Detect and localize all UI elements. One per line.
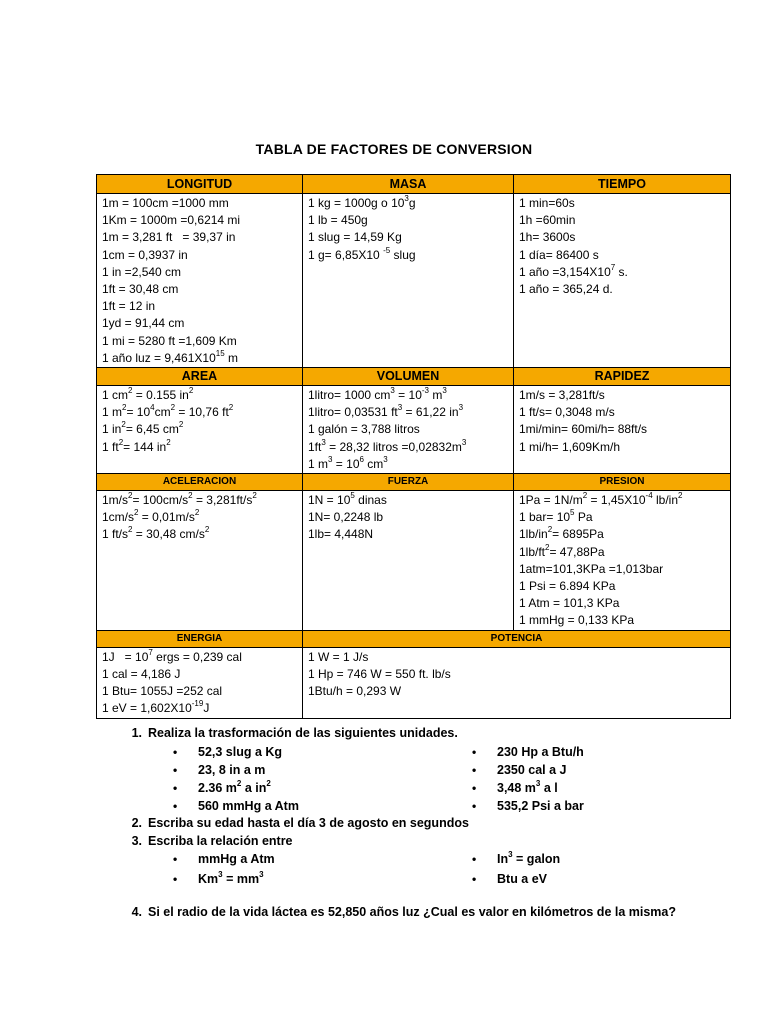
header-energia: ENERGIA [97,630,303,647]
header-presion: PRESION [514,474,731,491]
header-longitud: LONGITUD [97,175,303,194]
header-potencia: POTENCIA [303,630,731,647]
cell-longitud: 1m = 100cm =1000 mm 1Km = 1000m =0,6214 mi 1m = 3,281 ft = 39,37 in 1cm = 0,3937 in 1 in =2,540 cm 1ft = 30,48 cm 1ft = 12 in 1yd = 91,44 cm 1 mi = 5280 ft =1,609 Km 1 año luz = $9,461X10^{15}$ m [97,194,303,368]
cell-aceleracion: $1m/s^2= 100cm/s^2 = 3,281ft/s^2$ $1cm/s^2 = 0,01m/s^2$ 1 $ft/s^2 = 30,48$ $cm/s^2$ [97,491,303,631]
header-tiempo: TIEMPO [514,175,731,194]
header-masa: MASA [303,175,514,194]
cell-fuerza: $1N = 10^5$ dinas 1N= 0,2248 lb 1lb= 4,448N [303,491,514,631]
header-area: AREA [97,368,303,386]
header-volumen: VOLUMEN [303,368,514,386]
cell-presion: $1Pa = 1N/m^2 = 1,45X10^{-4}$ $lb/in^2$ 1 $bar= 10^5$ Pa $1lb/in^2= 6895Pa$ $1lb/ft^2= 47,88Pa$ 1atm=101,3KPa =1,013bar 1 Psi = 6.894 KPa 1 Atm = 101,3 KPa 1 mmHg = 0,133 KPa [514,491,731,631]
cell-tiempo: 1 min=60s 1h =60min 1h= 3600s 1 día= 86400 s 1 año $=3,154X10^7$ s. 1 año = 365,24 d. [514,194,731,368]
header-rapidez: RAPIDEZ [514,368,731,386]
header-fuerza: FUERZA [303,474,514,491]
conversion-table [96,174,731,719]
cell-energia: $1J = 10^7$ ergs = 0,239 cal 1 cal = 4,186 J 1 Btu= 1055J =252 cal 1 eV = $1,602X10^{-19}J$ [97,647,303,718]
header-aceleracion: ACELERACION [97,474,303,491]
cell-masa: 1 kg = 1000g o $10^3g$ 1 lb = 450g 1 slug = 14,59 Kg 1 g= 6,85X10 $^{-5}$ slug [303,194,514,368]
cell-rapidez: 1m/s = 3,281ft/s 1 ft/s= 0,3048 m/s 1mi/min= 60mi/h= 88ft/s 1 mi/h= 1,609Km/h [514,386,731,474]
cell-volumen: 1litro= 1000 $cm^3 = 10^{-3}$ $m^3$ 1litro= 0,03531 $ft^3 = 61,22$ $in^3$ 1 galón = 3,788 litros $1ft^3 = 28,32$ litros $=0,02832m^3$ 1 $m^3 = 10^6$ $cm^3$ [303,386,514,474]
page-title: TABLA DE FACTORES DE CONVERSION [255,141,533,157]
cell-area: 1 $cm^2 = 0.155$ $in^2$ 1 $m^2= 10^4cm^2 = 10,76$ $ft^2$ 1 $in^2= 6,45$ $cm^2$ 1 $ft^2= 144$ $in^2$ [97,386,303,474]
cell-potencia: 1 W = 1 J/s 1 Hp = 746 W = 550 ft. lb/s 1Btu/h = 0,293 W [303,647,731,718]
